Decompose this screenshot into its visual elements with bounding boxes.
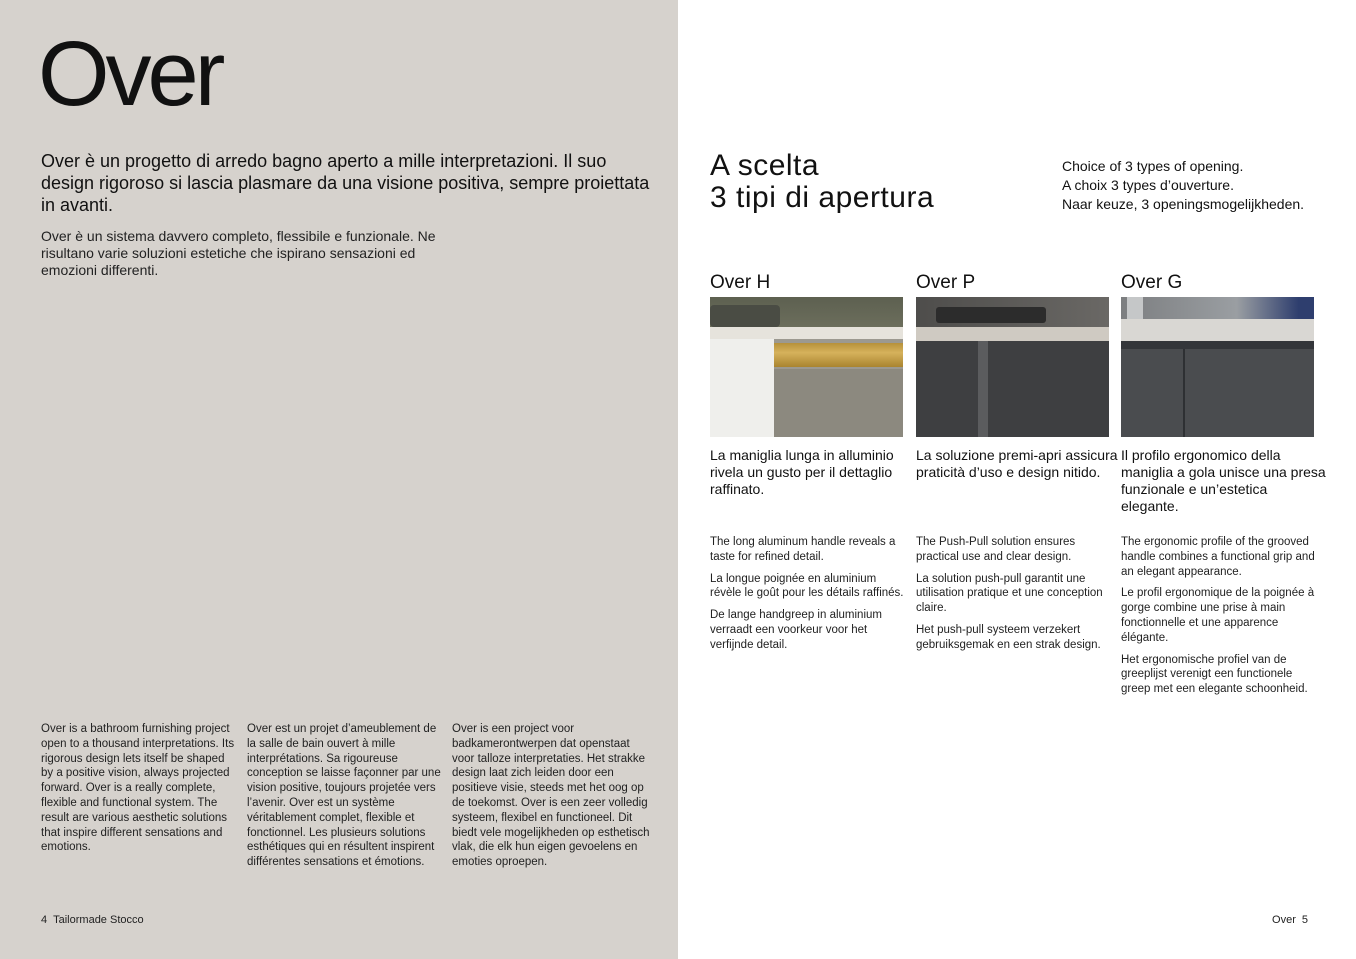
translation-en-text: Over is a bathroom furnishing project open to a thousand interpretations. Its rigorous design lets itself be shaped by a positive vision, always projected forward. Over is a really complete, flexible and functional system. The result are various aesthetic solutions that inspire different sensations and emotions. bbox=[41, 723, 235, 854]
opening-heading bbox=[710, 150, 934, 214]
variant-photo-grooved-handle bbox=[1121, 297, 1314, 437]
translation-fr-text: Over est un projet d’ameublement de la salle de bain ouvert à mille interprétations. Sa rigoureuse conception se laisse façonner par une vision positive, toujours projetée vers l’avenir. Over est un système véritablement complet, flexible et fonctionnel. Les plusieurs solutions esthétiques qui en résultent inspirent différentes sensations et émotions. bbox=[247, 723, 441, 869]
opening-heading-line1: A scelta bbox=[710, 149, 820, 182]
translation-en bbox=[41, 722, 236, 855]
folio-left bbox=[41, 914, 144, 926]
variant-translation-nl: Het ergonomische profiel van de greeplijst verenigt een functionele greep met een elegante schoonheid. bbox=[1121, 653, 1308, 696]
variant-translation-fr: La longue poignée en aluminium révèle le goût pour les détails raffinés. bbox=[710, 572, 904, 600]
variant-translation-en: The long aluminum handle reveals a taste for refined detail. bbox=[710, 536, 896, 563]
opening-heading-nl: Naar keuze, 3 openingsmogelijkheden. bbox=[1062, 196, 1305, 212]
variant-caption: La soluzione premi-apri assicura praticità d’uso e design nitido. bbox=[916, 447, 1118, 480]
variant-caption: Il profilo ergonomico della maniglia a gola unisce una presa funzionale e un’estetica elegante. bbox=[1121, 447, 1326, 514]
variant-over-h-translations bbox=[710, 535, 910, 660]
folio-label: Over bbox=[1272, 914, 1296, 926]
variant-over-p bbox=[916, 272, 1116, 481]
opening-heading-fr: A choix 3 types d’ouverture. bbox=[1062, 177, 1234, 193]
variant-translation-en: The Push-Pull solution ensures practical use and clear design. bbox=[916, 536, 1076, 563]
variant-over-p-translations bbox=[916, 535, 1116, 660]
folio-label: Tailormade Stocco bbox=[53, 914, 144, 926]
translation-nl bbox=[452, 722, 652, 870]
variant-name: Over P bbox=[916, 272, 976, 293]
variant-over-g-translations bbox=[1121, 535, 1316, 704]
folio-right bbox=[1272, 914, 1308, 926]
variant-photo-push-pull bbox=[916, 297, 1109, 437]
intro-lead: Over è un progetto di arredo bagno aperto a mille interpretazioni. Il suo design rigoroso si lascia plasmare da una visione positiva, sempre proiettata in avanti. bbox=[41, 151, 650, 215]
opening-heading-en: Choice of 3 types of opening. bbox=[1062, 158, 1244, 174]
right-page bbox=[678, 0, 1356, 959]
variant-name: Over G bbox=[1121, 272, 1183, 293]
variant-over-h bbox=[710, 272, 910, 498]
variant-translation-fr: Le profil ergonomique de la poignée à gorge combine une prise à main fonctionnelle et une apparence élégante. bbox=[1121, 587, 1315, 644]
variant-photo-long-handle bbox=[710, 297, 903, 437]
variant-translation-en: The ergonomic profile of the grooved handle combines a functional grip and an elegant appearance. bbox=[1121, 536, 1315, 578]
translation-nl-text: Over is een project voor badkamerontwerpen dat openstaat voor talloze interpretaties. Het strakke design laat zich leiden door een positieve visie, steeds met het oog op de toekomst. Over is een zeer volledig systeem, flexibel en functioneel. Dit biedt vele mogelijkheden op esthetisch vlak, die elk hun eigen gevoelens en emoties oproepen. bbox=[452, 723, 650, 869]
variant-over-g bbox=[1121, 272, 1326, 515]
variant-translation-nl: De lange handgreep in aluminium verraadt een voorkeur voor het verfijnde detail. bbox=[710, 609, 882, 651]
opening-heading-translations bbox=[1062, 157, 1304, 214]
opening-heading-line2: 3 tipi di apertura bbox=[710, 181, 935, 214]
translation-fr bbox=[247, 722, 445, 870]
intro-sub: Over è un sistema davvero completo, flessibile e funzionale. Ne risultano varie soluzioni estetiche che ispirano sensazioni ed emozioni differenti. bbox=[41, 228, 436, 278]
variant-translation-fr: La solution push-pull garantit une utilisation pratique et une conception claire. bbox=[916, 572, 1103, 615]
page-number: 5 bbox=[1301, 914, 1308, 926]
variant-name: Over H bbox=[710, 272, 771, 293]
brand-title: Over bbox=[38, 23, 222, 125]
page-number: 4 bbox=[41, 914, 48, 926]
variant-caption: La maniglia lunga in alluminio rivela un gusto per il dettaglio raffinato. bbox=[710, 447, 894, 497]
variant-translation-nl: Het push-pull systeem verzekert gebruiksgemak en een strak design. bbox=[916, 623, 1101, 651]
